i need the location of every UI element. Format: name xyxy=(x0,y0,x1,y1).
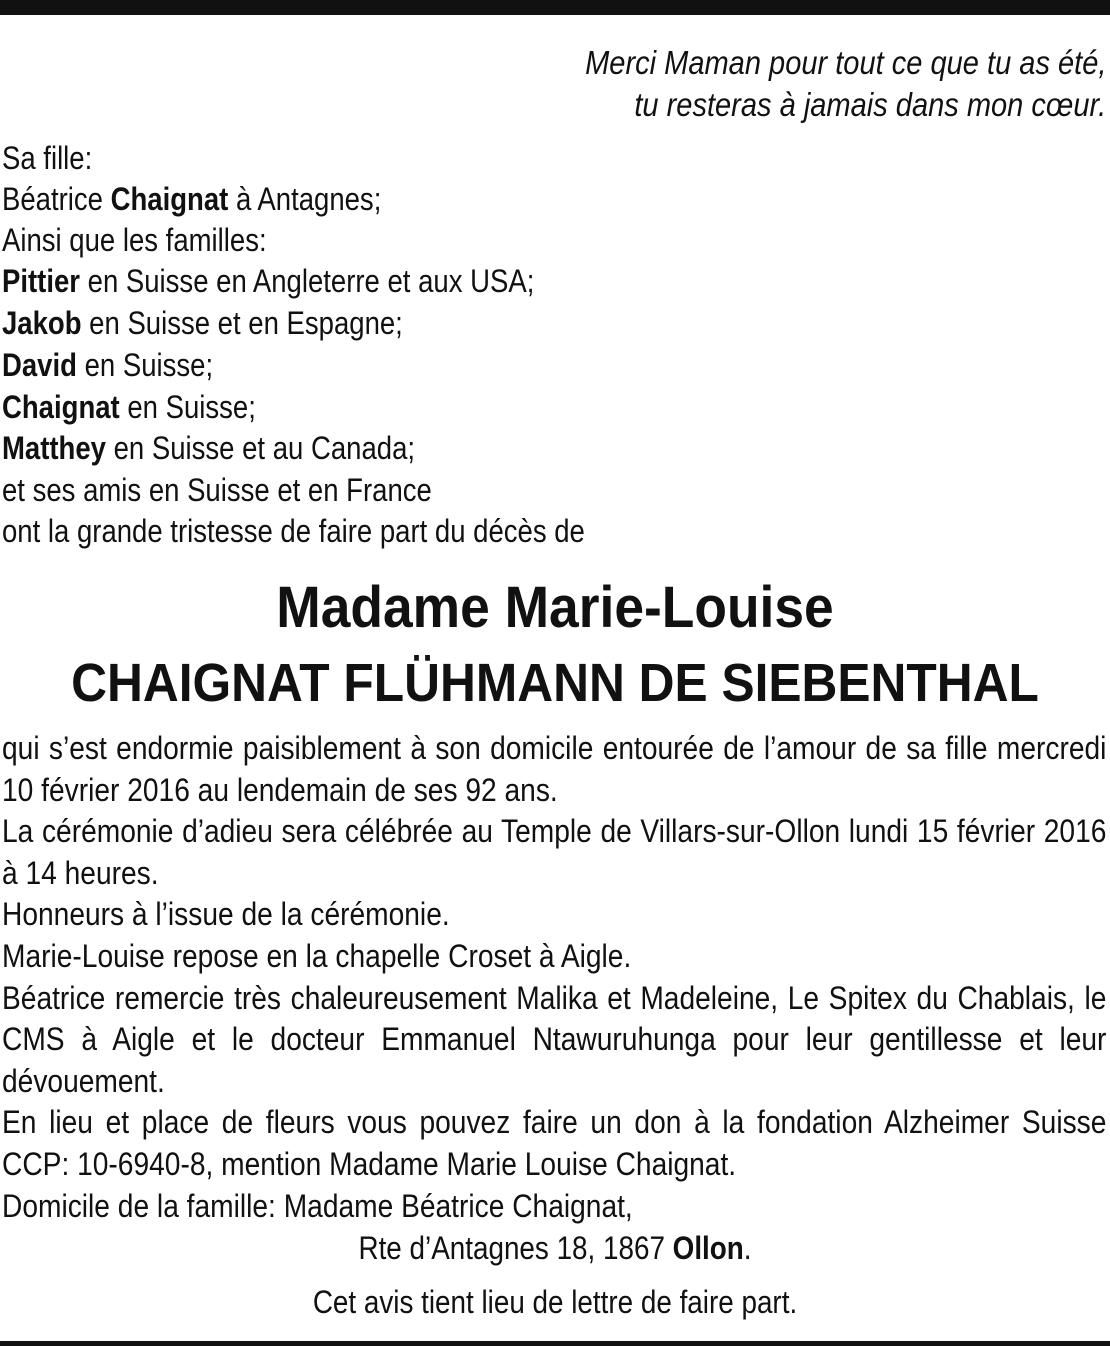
friends-line: et ses amis en Suisse et en France xyxy=(2,472,432,508)
daughter-place: à Antagnes; xyxy=(235,181,382,217)
family-line xyxy=(2,428,955,470)
daughter-first-name: Béatrice xyxy=(2,181,103,217)
top-rule xyxy=(0,0,1110,15)
dedication-line-2: tu resteras à jamais dans mon cœur. xyxy=(634,86,1106,123)
family-name: Chaignat xyxy=(2,389,120,425)
family-line xyxy=(2,387,955,429)
daughter-surname: Chaignat xyxy=(110,181,229,217)
ceremony-paragraph: La cérémonie d’adieu sera célébrée au Temple de Villars-sur-Ollon lundi 15 février 2016 à 14 heures. xyxy=(2,813,1107,891)
deceased-name-line-1: Madame Marie-Louise xyxy=(276,575,834,640)
address-line xyxy=(72,1228,1038,1269)
family-line xyxy=(2,261,955,303)
family-line xyxy=(2,345,955,387)
address-street: Rte d’Antagnes 18, 1867 xyxy=(358,1230,665,1266)
address-town: Ollon xyxy=(672,1230,744,1266)
notice-body xyxy=(2,728,1106,1227)
family-location: en Suisse en Angleterre et aux USA; xyxy=(87,263,535,299)
closing-note: Cet avis tient lieu de lettre de faire part. xyxy=(312,1284,798,1320)
family-name: Jakob xyxy=(2,305,82,341)
family-location: en Suisse; xyxy=(84,347,214,383)
family-location: en Suisse; xyxy=(127,389,256,425)
family-location: en Suisse et en Espagne; xyxy=(89,305,403,341)
address-end: . xyxy=(743,1230,752,1266)
thanks-paragraph: Béatrice remercie très chaleureusement Malika et Madeleine, Le Spitex du Chablais, le CMS à Aigle et le docteur Emmanuel Ntawuruhunga pour leur gentillesse et leur dévouement. xyxy=(2,979,1107,1099)
family-name: Matthey xyxy=(2,430,106,466)
donation-paragraph: En lieu et place de fleurs vous pouvez faire un don à la fondation Alzheimer Suisse CCP: 10-6940-8, mention Madame Marie Louise Chaignat. xyxy=(2,1104,1107,1182)
families-intro: Ainsi que les familles: xyxy=(2,222,267,258)
family-domicile: Domicile de la famille: Madame Béatrice Chaignat, xyxy=(2,1187,633,1224)
dedication-line-1: Merci Maman pour tout ce que tu as été, xyxy=(584,44,1106,81)
family-line xyxy=(2,303,955,345)
family-name: David xyxy=(2,347,77,383)
resting-place-paragraph: Marie-Louise repose en la chapelle Croset à Aigle. xyxy=(2,937,632,974)
passing-paragraph: qui s’est endormie paisiblement à son domicile entourée de l’amour de sa fille mercredi 10 février 2016 au lendemain de ses 92 ans. xyxy=(2,730,1107,808)
announcement-line: ont la grande tristesse de faire part du décès de xyxy=(2,513,585,549)
daughter-line xyxy=(2,179,955,221)
family-name: Pittier xyxy=(2,263,80,299)
bottom-rule xyxy=(0,1341,1110,1346)
deceased-name-line-2: CHAIGNAT FLÜHMANN DE SIEBENTHAL xyxy=(71,653,1039,713)
daughter-intro: Sa fille: xyxy=(2,140,93,176)
family-location: en Suisse et au Canada; xyxy=(113,430,416,466)
honours-paragraph: Honneurs à l’issue de la cérémonie. xyxy=(2,896,450,933)
